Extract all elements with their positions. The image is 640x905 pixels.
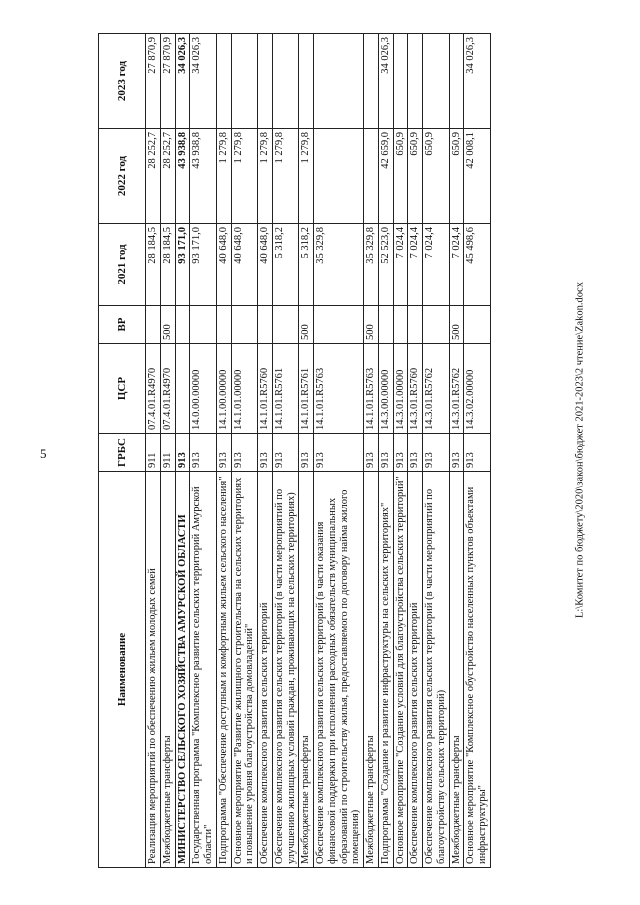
cell-2021: 7 024,4 [408, 224, 423, 306]
cell-2022 [314, 129, 364, 224]
cell-2022: 650,9 [423, 129, 450, 224]
cell-grbs: 913 [216, 434, 231, 472]
cell-vr [146, 306, 161, 344]
cell-name: Обеспечение комплексного развития сельских территорий (в части мероприятий по благоустройству сельских территорий) [423, 472, 450, 868]
cell-csr: 14.1.00.00000 [216, 344, 231, 434]
cell-csr: 14.1.01.R5763 [314, 344, 364, 434]
header-csr: ЦСР [99, 344, 146, 434]
cell-2021: 40 648,0 [231, 224, 258, 306]
cell-vr: 500 [299, 306, 314, 344]
cell-grbs: 913 [378, 434, 393, 472]
cell-csr: 14.1.01.00000 [231, 344, 258, 434]
cell-2022: 42 659,0 [378, 129, 393, 224]
table-row [393, 34, 408, 868]
cell-name: Обеспечение комплексного развития сельских территорий (в части оказания финансовой поддержки при исполнении расходных обязательств муниципальных образований по строительству жилья, предоставляемого по договору найма жилого помещения) [314, 472, 364, 868]
cell-2021: 52 523,0 [378, 224, 393, 306]
cell-name: МИНИСТЕРСТВО СЕЛЬСКОГО ХОЗЯЙСТВА АМУРСКОЙ ОБЛАСТИ [175, 472, 190, 868]
table-row [272, 34, 299, 868]
table-row [146, 34, 161, 868]
cell-csr: 14.3.01.R5762 [423, 344, 450, 434]
cell-grbs: 913 [464, 434, 491, 472]
cell-vr [272, 306, 299, 344]
cell-csr: 14.3.00.00000 [378, 344, 393, 434]
cell-2022: 1 279,8 [231, 129, 258, 224]
cell-grbs: 913 [258, 434, 273, 472]
cell-2021: 93 171,0 [190, 224, 217, 306]
cell-csr: 14.3.02.00000 [464, 344, 491, 434]
cell-2023: 34 026,3 [175, 34, 190, 129]
cell-grbs: 913 [272, 434, 299, 472]
cell-2021: 45 498,6 [464, 224, 491, 306]
header-2022: 2022 год [99, 129, 146, 224]
cell-grbs: 913 [423, 434, 450, 472]
cell-2022: 1 279,8 [272, 129, 299, 224]
header-2021: 2021 год [99, 224, 146, 306]
cell-2021: 5 318,2 [299, 224, 314, 306]
cell-2023: 27 870,9 [146, 34, 161, 129]
table-header-row [99, 34, 146, 868]
cell-grbs: 913 [393, 434, 408, 472]
cell-vr [408, 306, 423, 344]
cell-vr [190, 306, 217, 344]
cell-vr [378, 306, 393, 344]
cell-2023 [364, 34, 379, 129]
cell-2021: 7 024,4 [449, 224, 464, 306]
cell-2022: 650,9 [408, 129, 423, 224]
cell-csr: 14.3.01.R5762 [449, 344, 464, 434]
cell-vr: 500 [364, 306, 379, 344]
cell-name: Основное мероприятие "Комплексное обустройство населенных пунктов объектами инфраструктуры" [464, 472, 491, 868]
cell-grbs: 913 [449, 434, 464, 472]
cell-name: Обеспечение комплексного развития сельских территорий [258, 472, 273, 868]
cell-grbs: 913 [190, 434, 217, 472]
cell-vr [216, 306, 231, 344]
table-row [231, 34, 258, 868]
table-row [449, 34, 464, 868]
cell-2021: 7 024,4 [393, 224, 408, 306]
cell-2021: 40 648,0 [258, 224, 273, 306]
cell-csr: 14.1.01.R5761 [272, 344, 299, 434]
cell-2022: 43 938,8 [190, 129, 217, 224]
cell-2021: 28 184,5 [160, 224, 175, 306]
cell-2023 [231, 34, 258, 129]
cell-2023: 34 026,3 [378, 34, 393, 129]
cell-vr [314, 306, 364, 344]
table-body [146, 34, 491, 868]
cell-name: Подпрограмма "Обеспечение доступным и комфортным жильем сельского населения" [216, 472, 231, 868]
cell-vr [393, 306, 408, 344]
cell-vr: 500 [160, 306, 175, 344]
cell-csr [175, 344, 190, 434]
cell-grbs: 913 [175, 434, 190, 472]
cell-name: Межбюджетные трансферты [449, 472, 464, 868]
cell-name: Реализация мероприятий по обеспечению жильем молодых семей [146, 472, 161, 868]
cell-2022: 650,9 [393, 129, 408, 224]
cell-2023 [449, 34, 464, 129]
cell-name: Межбюджетные трансферты [364, 472, 379, 868]
cell-2021: 5 318,2 [272, 224, 299, 306]
cell-2021: 35 329,8 [364, 224, 379, 306]
table-row [190, 34, 217, 868]
cell-csr: 14.3.01.R5760 [408, 344, 423, 434]
cell-grbs: 913 [299, 434, 314, 472]
header-2023: 2023 год [99, 34, 146, 129]
cell-vr [231, 306, 258, 344]
cell-2023: 27 870,9 [160, 34, 175, 129]
footer-path-text: L:\Комитет по бюджету\2020\закон\бюджет 2021-2023\2 чтение\Zakon.docx [574, 282, 586, 618]
header-vr: ВР [99, 306, 146, 344]
cell-csr: 14.3.01.00000 [393, 344, 408, 434]
cell-2022: 43 938,8 [175, 129, 190, 224]
table-row [364, 34, 379, 868]
cell-csr: 14.1.01.R5760 [258, 344, 273, 434]
cell-2023: 34 026,3 [190, 34, 217, 129]
cell-2022: 1 279,8 [258, 129, 273, 224]
cell-2023 [423, 34, 450, 129]
cell-2021: 7 024,4 [423, 224, 450, 306]
cell-vr: 500 [449, 306, 464, 344]
table-row [378, 34, 393, 868]
cell-name: Подпрограмма "Создание и развитие инфраструктуры на сельских территориях" [378, 472, 393, 868]
table-row [299, 34, 314, 868]
cell-vr [423, 306, 450, 344]
cell-2022 [364, 129, 379, 224]
cell-2022: 28 252,7 [146, 129, 161, 224]
table-row [314, 34, 364, 868]
table-row [258, 34, 273, 868]
cell-2023 [258, 34, 273, 129]
cell-name: Обеспечение комплексного развития сельских территорий (в части мероприятий по улучшению жилищных условий граждан, проживающих на сельских территориях) [272, 472, 299, 868]
cell-2021: 28 184,5 [146, 224, 161, 306]
page-number: 5 [40, 446, 47, 461]
rotated-table-wrapper [98, 34, 558, 868]
cell-2023 [393, 34, 408, 129]
cell-vr [464, 306, 491, 344]
cell-grbs: 913 [231, 434, 258, 472]
cell-2022: 1 279,8 [216, 129, 231, 224]
cell-csr: 07.4.01.R4970 [146, 344, 161, 434]
cell-2021: 35 329,8 [314, 224, 364, 306]
cell-grbs: 913 [364, 434, 379, 472]
cell-2021: 40 648,0 [216, 224, 231, 306]
table-row [175, 34, 190, 868]
header-name: Наименование [99, 472, 146, 868]
cell-grbs: 913 [314, 434, 364, 472]
table-row [160, 34, 175, 868]
cell-2022: 28 252,7 [160, 129, 175, 224]
cell-vr [175, 306, 190, 344]
cell-name: Государственная программа "Комплексное развитие сельских территорий Амурской области" [190, 472, 217, 868]
cell-2023 [314, 34, 364, 129]
cell-2022: 42 008,1 [464, 129, 491, 224]
cell-vr [258, 306, 273, 344]
cell-2023 [408, 34, 423, 129]
cell-2023: 34 026,3 [464, 34, 491, 129]
table-row [423, 34, 450, 868]
cell-2021: 93 171,0 [175, 224, 190, 306]
cell-name: Межбюджетные трансферты [299, 472, 314, 868]
table-row [464, 34, 491, 868]
cell-grbs: 911 [160, 434, 175, 472]
cell-grbs: 911 [146, 434, 161, 472]
table-row [216, 34, 231, 868]
cell-2023 [299, 34, 314, 129]
header-grbs: ГРБС [99, 434, 146, 472]
cell-csr: 14.0.00.00000 [190, 344, 217, 434]
cell-2022: 650,9 [449, 129, 464, 224]
budget-table [98, 33, 491, 868]
cell-name: Обеспечение комплексного развития сельских территорий [408, 472, 423, 868]
cell-2023 [216, 34, 231, 129]
cell-name: Основное мероприятие "Развитие жилищного строительства на сельских территориях и повышение уровня благоустройства домовладений" [231, 472, 258, 868]
cell-grbs: 913 [408, 434, 423, 472]
cell-name: Межбюджетные трансферты [160, 472, 175, 868]
cell-csr: 14.1.01.R5761 [299, 344, 314, 434]
cell-name: Основное мероприятие "Создание условий для благоустройства сельских территорий" [393, 472, 408, 868]
table-row [408, 34, 423, 868]
cell-csr: 14.1.01.R5763 [364, 344, 379, 434]
cell-2022: 1 279,8 [299, 129, 314, 224]
cell-csr: 07.4.01.R4970 [160, 344, 175, 434]
cell-2023 [272, 34, 299, 129]
